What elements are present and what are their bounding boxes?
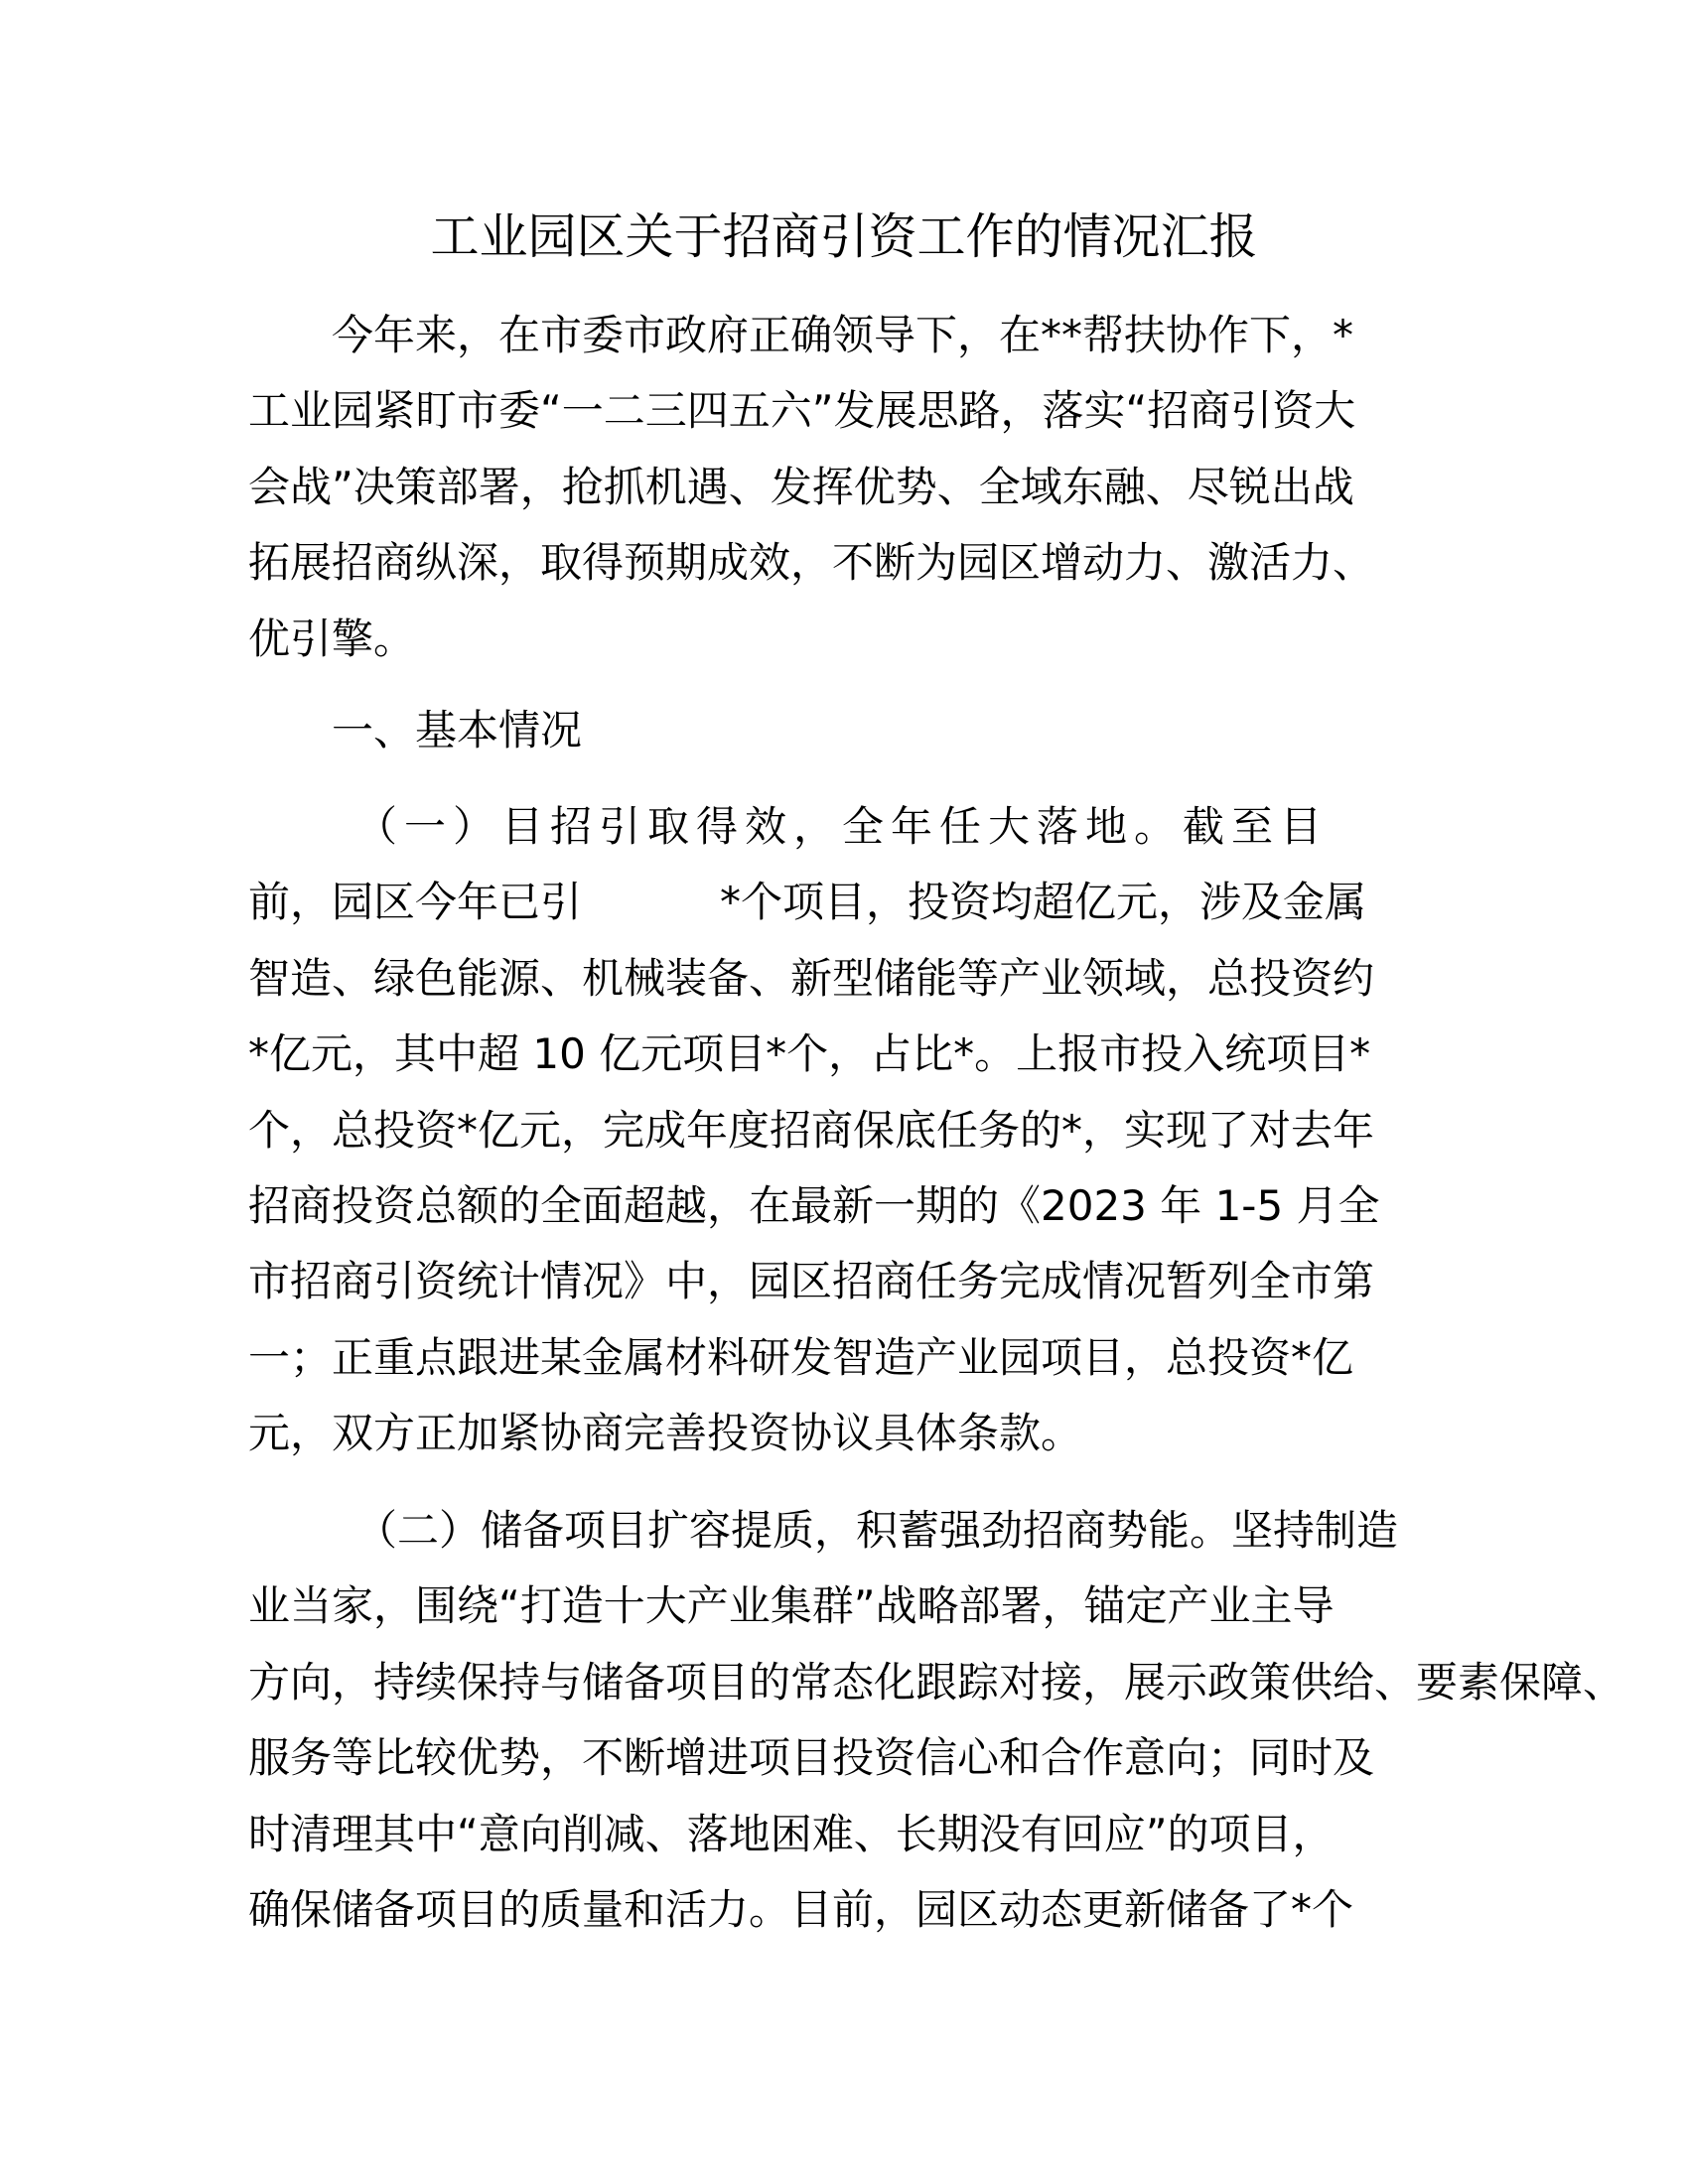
text-segment: 前，园区今年已引 <box>248 878 583 927</box>
section-heading: 一、基本情况 <box>332 706 583 754</box>
text-line: 时清理其中“意向削减、落地困难、长期没有回应”的项目， <box>248 1809 1335 1858</box>
text-line: 招商投资总额的全面超越，在最新一期的《2023 年 1-5 月全 <box>248 1180 1380 1230</box>
text-line: 市招商引资统计情况》中，园区招商任务完成情况暂列全市第 <box>248 1257 1375 1306</box>
text-line: 智造、绿色能源、机械装备、新型储能等产业领域，总投资约 <box>248 953 1375 1003</box>
text-line: （一）目招引取得效，全年任大落地。截至目 <box>355 802 1330 851</box>
text-line: 业当家，围绕“打造十大产业集群”战略部署，锚定产业主导 <box>248 1581 1335 1631</box>
text-line: 工业园紧盯市委“一二三四五六”发展思路，落实“招商引资大 <box>248 386 1356 436</box>
intro-paragraph <box>248 298 1374 677</box>
section-heading-block <box>248 693 582 768</box>
section2-paragraph <box>248 1493 1624 1948</box>
text-line: 拓展招商纵深，取得预期成效，不断为园区增动力、激活力、 <box>248 538 1375 588</box>
text-line: 元，双方正加紧协商完善投资协议具体条款。 <box>248 1409 1083 1458</box>
text-segment: *个项目，投资均超亿元，涉及金属 <box>720 878 1367 927</box>
text-line: 优引擎。 <box>248 614 416 663</box>
text-line: *亿元，其中超 10 亿元项目*个，占比*。上报市投入统项目* <box>248 1029 1371 1079</box>
text-line: 方向，持续保持与储备项目的常态化跟踪对接，展示政策供给、要素保障、 <box>248 1657 1625 1706</box>
text-line: 服务等比较优势，不断增进项目投资信心和合作意向；同时及 <box>248 1733 1375 1783</box>
section1-paragraph <box>248 789 1380 1472</box>
text-line: （二）储备项目扩容提质，积蓄强劲招商势能。坚持制造 <box>355 1506 1399 1555</box>
text-line <box>248 865 1380 940</box>
document-title: 工业园区关于招商引资工作的情况汇报 <box>430 208 1258 265</box>
text-line: 一；正重点跟进某金属材料研发智造产业园项目，总投资*亿 <box>248 1332 1354 1382</box>
text-line: 个，总投资*亿元，完成年度招商保底任务的*，实现了对去年 <box>248 1105 1375 1155</box>
text-line: 会战”决策部署，抢抓机遇、发挥优势、全域东融、尽锐出战 <box>248 462 1354 511</box>
text-line: 今年来，在市委市政府正确领导下，在**帮扶协作下，* <box>332 311 1354 359</box>
text-line: 确保储备项目的质量和活力。目前，园区动态更新储备了*个 <box>248 1884 1354 1934</box>
